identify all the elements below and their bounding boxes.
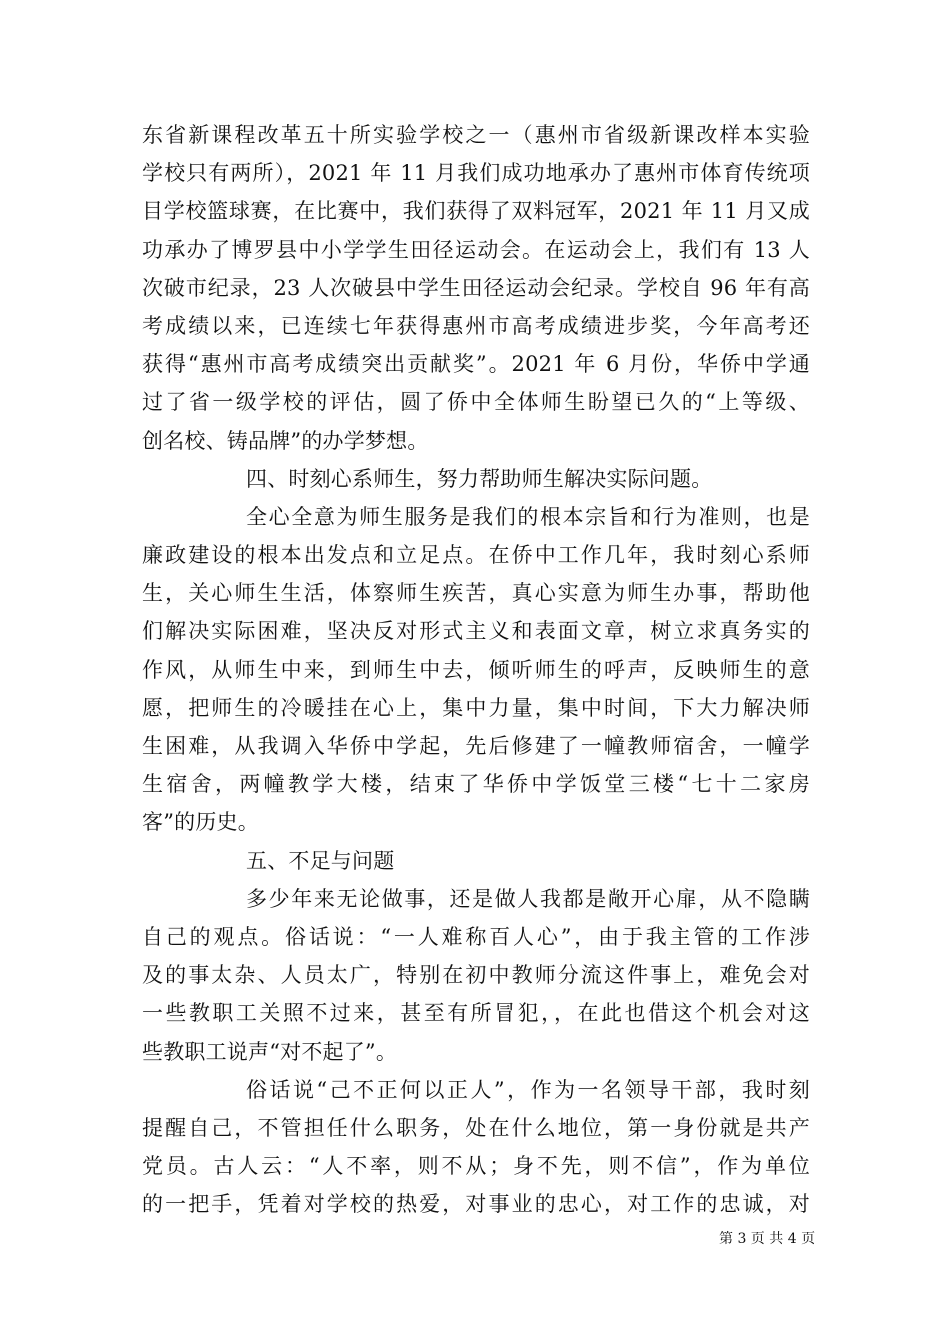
text-line: 目学校篮球赛，在比赛中，我们获得了双料冠军，2021 年 11 月又成 xyxy=(142,199,810,224)
text-line: 提醒自己，不管担任什么职务，处在什么地位，第一身份就是共产 xyxy=(142,1115,810,1140)
text-line: 廉政建设的根本出发点和立足点。在侨中工作几年，我时刻心系师 xyxy=(142,543,810,568)
text-line: 过了省一级学校的评估，圆了侨中全体师生盼望已久的“上等级、 xyxy=(142,390,810,415)
text-line: 生困难，从我调入华侨中学起，先后修建了一幢教师宿舍，一幢学 xyxy=(142,734,810,758)
section-heading: 四、时刻心系师生，努力帮助师生解决实际问题。 xyxy=(246,466,713,491)
text-line: 一些教职工关照不过来，甚至有所冒犯，，在此也借这个机会对这 xyxy=(142,1001,810,1026)
text-line: 多少年来无论做事，还是做人我都是敞开心扉，从不隐瞒 xyxy=(246,886,810,911)
page-number-footer: 第 3 页 共 4 页 xyxy=(719,1231,816,1247)
text-line: 党员。古人云：“人不率，则不从；身不先，则不信”，作为单位 xyxy=(142,1154,810,1179)
text-line: 们解决实际困难，坚决反对形式主义和表面文章，树立求真务实的 xyxy=(142,619,810,644)
text-line: 功承办了博罗县中小学学生田径运动会。在运动会上，我们有 13 人 xyxy=(142,237,810,262)
text-line: 客”的历史。 xyxy=(142,810,259,835)
text-line: 俗话说“己不正何以正人”，作为一名领导干部，我时刻 xyxy=(246,1077,810,1102)
section-heading: 五、不足与问题 xyxy=(246,848,395,873)
text-line: 的一把手，凭着对学校的热爱，对事业的忠心，对工作的忠诚，对 xyxy=(142,1192,810,1217)
text-line: 次破市纪录，23 人次破县中学生田径运动会纪录。学校自 96 年有高 xyxy=(142,275,810,300)
text-line: 全心全意为师生服务是我们的根本宗旨和行为准则，也是 xyxy=(246,504,810,529)
text-line: 生，关心师生生活，体察师生疾苦，真心实意为师生办事，帮助他 xyxy=(142,581,810,606)
text-line: 生宿舍，两幢教学大楼，结束了华侨中学饭堂三楼“七十二家房 xyxy=(142,772,810,797)
text-line: 考成绩以来，已连续七年获得惠州市高考成绩进步奖，今年高考还 xyxy=(142,313,810,338)
text-line: 愿，把师生的冷暖挂在心上，集中力量，集中时间，下大力解决师 xyxy=(142,695,810,720)
text-line: 学校只有两所），2021 年 11 月我们成功地承办了惠州市体育传统项 xyxy=(142,161,810,186)
text-line: 东省新课程改革五十所实验学校之一（惠州市省级新课改样本实验 xyxy=(142,123,810,147)
text-line: 及的事太杂、人员太广，特别在初中教师分流这件事上，难免会对 xyxy=(142,963,810,988)
text-line: 创名校、铸品牌”的办学梦想。 xyxy=(142,428,429,453)
text-line: 自己的观点。俗话说：“一人难称百人心”，由于我主管的工作涉 xyxy=(142,924,810,949)
text-line: 获得“惠州市高考成绩突出贡献奖”。2021 年 6 月份，华侨中学通 xyxy=(142,352,810,377)
text-line: 作风，从师生中来，到师生中去，倾听师生的呼声，反映师生的意 xyxy=(142,657,810,682)
document-body xyxy=(142,116,810,1223)
text-line: 些教职工说声“对不起了”。 xyxy=(142,1039,398,1064)
